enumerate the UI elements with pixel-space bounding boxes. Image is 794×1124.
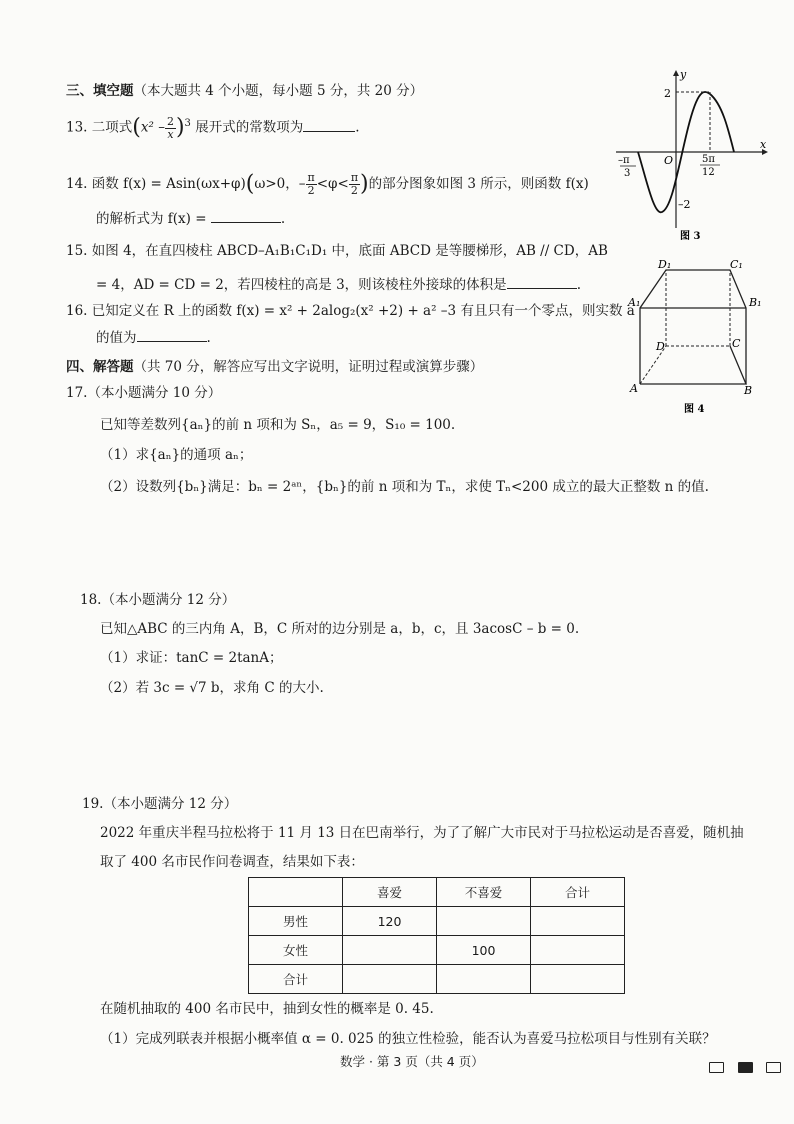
section4-note: （共 70 分，解答应写出文字说明，证明过程或演算步骤） <box>133 359 484 375</box>
table-header <box>249 878 343 907</box>
q13-text: 二项式 <box>91 119 133 136</box>
fig3-label-3: 3 <box>624 168 631 179</box>
fig3-label-neg2: –2 <box>678 198 691 211</box>
fig4-label-B: B <box>744 384 753 397</box>
q17-score: （本小题满分 10 分） <box>87 385 222 401</box>
q16-line1: 已知定义在 R 上的函数 f(x) = x² + 2alog₂(x² +2) + a² –3 有且只有一个零点，则实数 a <box>91 303 635 319</box>
fig3-label-neg-pi: –π <box>618 155 630 166</box>
fig3-label-origin: O <box>664 154 674 167</box>
q19-line1: 2022 年重庆半程马拉松将于 11 月 13 日在巴南举行，为了了解广大市民对于马拉松运动是否喜爱，随机抽 <box>100 825 744 841</box>
figure-4-prism <box>626 252 776 420</box>
table-cell: 100 <box>437 936 531 965</box>
table-cell[interactable] <box>343 936 437 965</box>
q19-line2: 取了 400 名市民作问卷调查，结果如下表： <box>100 854 364 870</box>
q14-line2: 的解析式为 f(x) = <box>96 211 207 227</box>
table-cell: 女性 <box>249 936 343 965</box>
section4-title: 四、解答题 <box>66 359 134 375</box>
q14-cond-a: ω>0，– <box>254 176 306 192</box>
q17-part2: （2）设数列{bₙ}满足：bₙ = 2ᵃⁿ，{bₙ}的前 n 项和为 Tₙ，求使 Tₙ<200 成立的最大正整数 n 的值. <box>100 479 709 495</box>
fig3-label-5pi: 5π <box>702 154 715 165</box>
table-row <box>249 936 625 965</box>
table-header: 合计 <box>531 878 625 907</box>
table-cell[interactable] <box>531 965 625 994</box>
q17-number: 17. <box>66 385 88 401</box>
question-16 <box>66 302 635 320</box>
fig4-label-D1: D₁ <box>658 258 672 271</box>
question-16-line2: 的值为 . <box>96 327 211 347</box>
figure-3-graph <box>612 68 772 243</box>
fig4-label-C1: C₁ <box>730 258 743 271</box>
q14-cond-b: <φ< <box>316 176 349 192</box>
scan-marker-empty-1 <box>709 1062 724 1073</box>
fig4-label-A1: A₁ <box>628 296 641 309</box>
fig4-label-C: C <box>732 337 741 350</box>
table-cell[interactable] <box>437 965 531 994</box>
question-14-line2: 的解析式为 f(x) = . <box>96 208 285 228</box>
q14-text: 函数 f(x) = Asin(ωx+φ) <box>91 176 246 192</box>
q16-line2: 的值为 <box>96 330 137 346</box>
q17-stem: 已知等差数列{aₙ}的前 n 项和为 Sₙ，a₅ = 9，S₁₀ = 100. <box>100 417 456 433</box>
fig4-outline <box>640 270 746 384</box>
q14-number: 14. <box>66 176 88 192</box>
q18-stem: 已知△ABC 的三内角 A，B，C 所对的边分别是 a，b，c，且 3acosC – b = 0. <box>100 621 580 637</box>
fig3-label-2: 2 <box>664 87 671 100</box>
section4-heading <box>66 358 483 376</box>
q19-score: （本小题满分 12 分） <box>103 796 238 812</box>
section3-note: （本大题共 4 个小题，每小题 5 分，共 20 分） <box>133 83 424 99</box>
q13-number: 13. <box>66 119 88 136</box>
q15-number: 15. <box>66 243 88 259</box>
q18-part1: （1）求证：tanC = 2tanA； <box>100 650 283 666</box>
fig4-label-A: A <box>630 382 638 395</box>
fig4-label-B1: B₁ <box>749 296 762 309</box>
q13-x2: x² – <box>140 119 165 136</box>
table-header: 不喜爱 <box>437 878 531 907</box>
table-cell[interactable] <box>343 965 437 994</box>
q14-frac1: $\frac{\pi}{2}$ <box>307 171 315 197</box>
fig3-label-y: y <box>680 68 687 81</box>
question-17 <box>66 384 221 402</box>
q17-part1: （1）求{aₙ}的通项 aₙ； <box>100 447 253 463</box>
q18-number: 18. <box>80 592 102 608</box>
question-15 <box>66 242 608 260</box>
table-cell[interactable] <box>531 936 625 965</box>
table-cell: 合计 <box>249 965 343 994</box>
q13-fraction: $\frac{2}{x}$ <box>166 114 174 141</box>
q18-score: （本小题满分 12 分） <box>101 592 236 608</box>
question-18 <box>80 591 235 609</box>
table-header-row <box>249 878 625 907</box>
q13-exponent: 3 <box>184 118 191 129</box>
table-cell[interactable] <box>437 907 531 936</box>
scan-marker-filled <box>738 1062 753 1073</box>
question-15-line2: = 4，AD = CD = 2，若四棱柱的高是 3，则该棱柱外接球的体积是 . <box>96 274 581 294</box>
table-cell: 男性 <box>249 907 343 936</box>
scan-marker-empty-2 <box>766 1062 781 1073</box>
contingency-table <box>248 877 625 994</box>
q13-text-post: 展开式的常数项为 <box>195 119 304 136</box>
q14-frac2: $\frac{\pi}{2}$ <box>350 171 359 197</box>
q13-answer-blank[interactable] <box>303 117 355 132</box>
section3-title: 三、填空题 <box>66 83 134 99</box>
question-19 <box>82 795 237 813</box>
q15-line2: = 4，AD = CD = 2，若四棱柱的高是 3，则该棱柱外接球的体积是 <box>96 277 507 293</box>
q16-number: 16. <box>66 303 88 319</box>
q14-answer-blank[interactable] <box>211 208 281 223</box>
q19-after-table: 在随机抽取的 400 名市民中，抽到女性的概率是 0. 45. <box>100 1001 434 1017</box>
table-row <box>249 965 625 994</box>
q14-text2: 的部分图象如图 3 所示，则函数 f(x) <box>368 176 589 192</box>
section3-heading <box>66 82 423 100</box>
fig3-caption: 图 3 <box>680 231 701 242</box>
fig3-label-x: x <box>760 138 767 151</box>
table-cell: 120 <box>343 907 437 936</box>
question-13: 13. 二项式(x² – $\frac{2}{x}$ )$^3$ 展开式的常数项为 . <box>66 114 360 141</box>
fig4-caption: 图 4 <box>684 404 705 415</box>
page-footer: 数学 · 第 3 页（共 4 页） <box>340 1054 484 1069</box>
q15-line1: 如图 4，在直四棱柱 ABCD–A₁B₁C₁D₁ 中，底面 ABCD 是等腰梯形，AB // CD，AB <box>91 243 608 259</box>
question-14: 14. 函数 f(x) = Asin(ωx+φ)(ω>0，– $\frac{\pi}{2}$ <φ< $\frac{\pi}{2}$ )的部分图象如图 3 所示，则函数 f(x) <box>66 171 589 197</box>
q15-answer-blank[interactable] <box>507 274 577 289</box>
fig3-label-12: 12 <box>702 167 715 178</box>
table-row <box>249 907 625 936</box>
q16-answer-blank[interactable] <box>137 327 207 342</box>
fig4-label-D: D <box>656 340 665 353</box>
table-cell[interactable] <box>531 907 625 936</box>
table-header: 喜爱 <box>343 878 437 907</box>
q19-number: 19. <box>82 796 104 812</box>
fig3-y-arrow <box>673 70 679 76</box>
q19-part1: （1）完成列联表并根据小概率值 α = 0. 025 的独立性检验，能否认为喜爱马拉松项目与性别有关联？ <box>100 1031 716 1047</box>
q18-part2: （2）若 3c = √7 b，求角 C 的大小. <box>100 680 324 696</box>
